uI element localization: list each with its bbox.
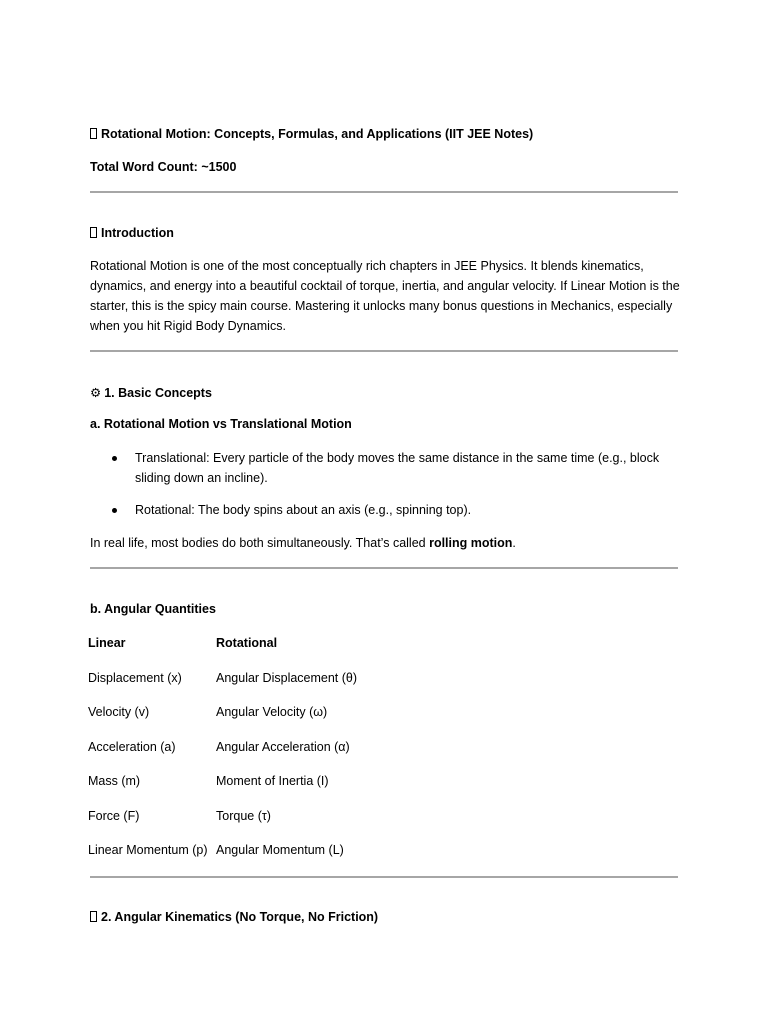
kinematics-heading: 2. Angular Kinematics (No Torque, No Friction): [101, 910, 379, 924]
horizontal-rule: [90, 567, 678, 569]
document-title: Rotational Motion: Concepts, Formulas, and Applications (IIT JEE Notes): [101, 127, 534, 141]
table-cell-rotational: Moment of Inertia (I): [216, 774, 329, 788]
word-count: Total Word Count: ~1500: [90, 160, 237, 174]
table-cell-rotational: Angular Velocity (ω): [216, 705, 328, 719]
table-cell-rotational: Torque (τ): [216, 809, 271, 823]
basic-concepts-heading-line: [90, 385, 212, 400]
subheading-b: b. Angular Quantities: [90, 602, 216, 616]
missing-glyph-icon: [90, 128, 97, 139]
table-cell-rotational: Angular Momentum (L): [216, 843, 344, 857]
intro-heading: Introduction: [101, 226, 174, 240]
table-cell-linear: Velocity (v): [88, 705, 150, 719]
table-cell-linear: Force (F): [88, 809, 140, 823]
table-cell-rotational: Angular Acceleration (α): [216, 740, 350, 754]
bullet-icon: [112, 508, 117, 513]
table-cell-linear: Linear Momentum (p): [88, 843, 208, 857]
table-cell-rotational: Angular Displacement (θ): [216, 671, 358, 685]
table-header-rotational: Rotational: [216, 636, 278, 650]
table-cell-linear: Displacement (x): [88, 671, 182, 685]
list-item: Rotational: The body spins about an axis (e.g., spinning top).: [135, 503, 472, 517]
basic-concepts-heading: 1. Basic Concepts: [104, 386, 212, 400]
missing-glyph-icon: [90, 911, 97, 922]
horizontal-rule: [90, 350, 678, 352]
kinematics-heading-line: [90, 910, 378, 924]
bullet-icon: [112, 456, 117, 461]
horizontal-rule: [90, 876, 678, 878]
missing-glyph-icon: [90, 227, 97, 238]
table-cell-linear: Mass (m): [88, 774, 141, 788]
horizontal-rule: [90, 191, 678, 193]
list-item: Translational: Every particle of the body moves the same distance in the same time (e.g., block sliding down an incline).: [135, 451, 660, 485]
document-title-line: [90, 127, 533, 141]
rolling-motion-term: rolling motion: [429, 536, 513, 550]
rolling-prefix: In real life, most bodies do both simultaneously. That’s called: [90, 536, 430, 550]
subheading-a: a. Rotational Motion vs Translational Motion: [90, 417, 352, 431]
table-header-linear: Linear: [88, 636, 126, 650]
rolling-suffix: .: [512, 536, 516, 550]
table-cell-linear: Acceleration (a): [88, 740, 176, 754]
rolling-motion-paragraph: [90, 536, 516, 550]
gear-icon: ⚙: [90, 386, 102, 400]
intro-paragraph: Rotational Motion is one of the most conceptually rich chapters in JEE Physics. It blends kinematics, dynamics, and energy into a beautiful cocktail of torque, inertia, and angular velocity. If Linear Motion is the starter, this is the spicy main course. Mastering it unlocks many bonus questions in Mechanics, especially when you hit Rigid Body Dynamics.: [90, 259, 680, 333]
intro-heading-line: [90, 226, 174, 240]
